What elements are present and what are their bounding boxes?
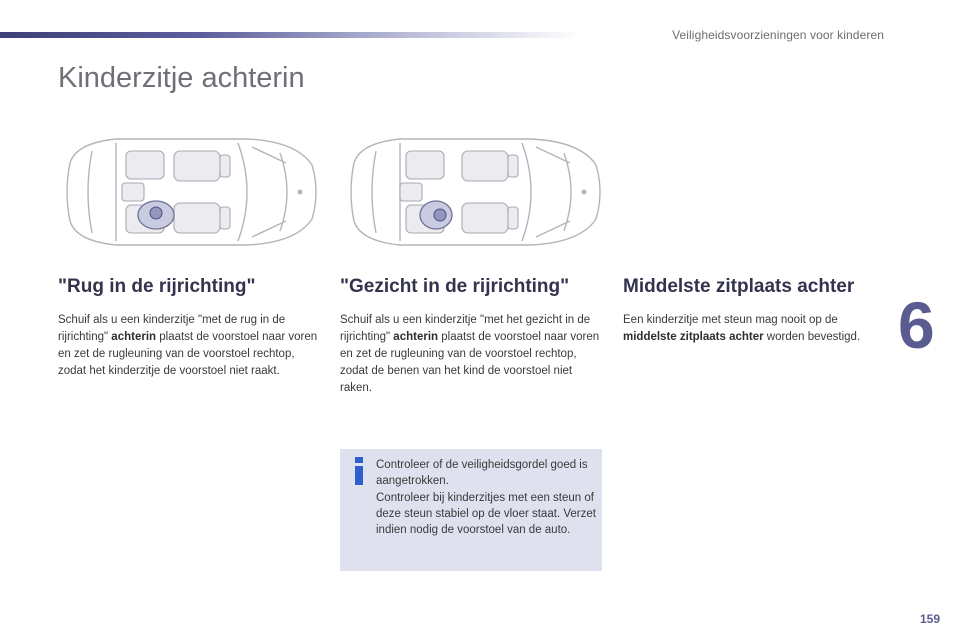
- car-top-view-illustration: [56, 133, 322, 251]
- text-part: Schuif als u een kinderzitje "met het gezicht in de rijrichting": [340, 314, 591, 343]
- text-part: Een kinderzitje met steun mag nooit op de: [623, 314, 838, 326]
- info-line: Controleer of de veiligheidsgordel goed is aangetrokken.: [376, 459, 588, 488]
- info-box: [340, 449, 602, 571]
- info-text: [376, 457, 596, 538]
- column-heading: "Gezicht in de rijrichting": [340, 276, 570, 297]
- text-part: plaatst de voorstoel naar voren en zet de rugleuning van de voorstoel rechtop, zodat de benen van het kind de voorstoel niet raken.: [340, 331, 600, 394]
- car-diagram-forward-facing: [340, 133, 606, 251]
- text-part: worden bevestigd.: [763, 331, 861, 343]
- child-seat-highlight: [420, 201, 452, 229]
- text-part: Schuif als u een kinderzitje "met de rug in de rijrichting": [58, 314, 286, 343]
- info-icon: [352, 457, 366, 485]
- page-title: Kinderzitje achterin: [58, 62, 305, 94]
- column-text: [623, 312, 885, 346]
- column-heading: "Rug in de rijrichting": [58, 276, 256, 297]
- bold-term: achterin: [393, 331, 439, 343]
- column-middle-seat: [623, 276, 885, 346]
- column-text: [340, 312, 602, 397]
- bold-term: middelste zitplaats achter: [623, 331, 764, 343]
- info-line: Controleer bij kinderzitjes met een steun of deze steun stabiel op de vloer staat. Verzet indien nodig de voorstoel van de auto.: [376, 491, 596, 537]
- header-gradient-bar: [0, 32, 580, 38]
- text-part: plaatst de voorstoel naar voren en zet de rugleuning van de voorstoel rechtop, zodat het kinderzitje de voorstoel niet raakt.: [58, 331, 318, 377]
- column-heading: Middelste zitplaats achter: [623, 276, 855, 297]
- section-header: Veiligheidsvoorzieningen voor kinderen: [672, 28, 884, 42]
- chapter-number: 6: [898, 288, 935, 362]
- bold-term: achterin: [111, 331, 157, 343]
- page-number: 159: [919, 612, 940, 626]
- column-text: [58, 312, 320, 380]
- column-forward-facing: [340, 276, 602, 397]
- car-top-view-illustration: [340, 133, 606, 251]
- column-rear-facing: [58, 276, 320, 380]
- car-diagram-rear-facing: [56, 133, 322, 251]
- child-seat-highlight: [138, 201, 174, 229]
